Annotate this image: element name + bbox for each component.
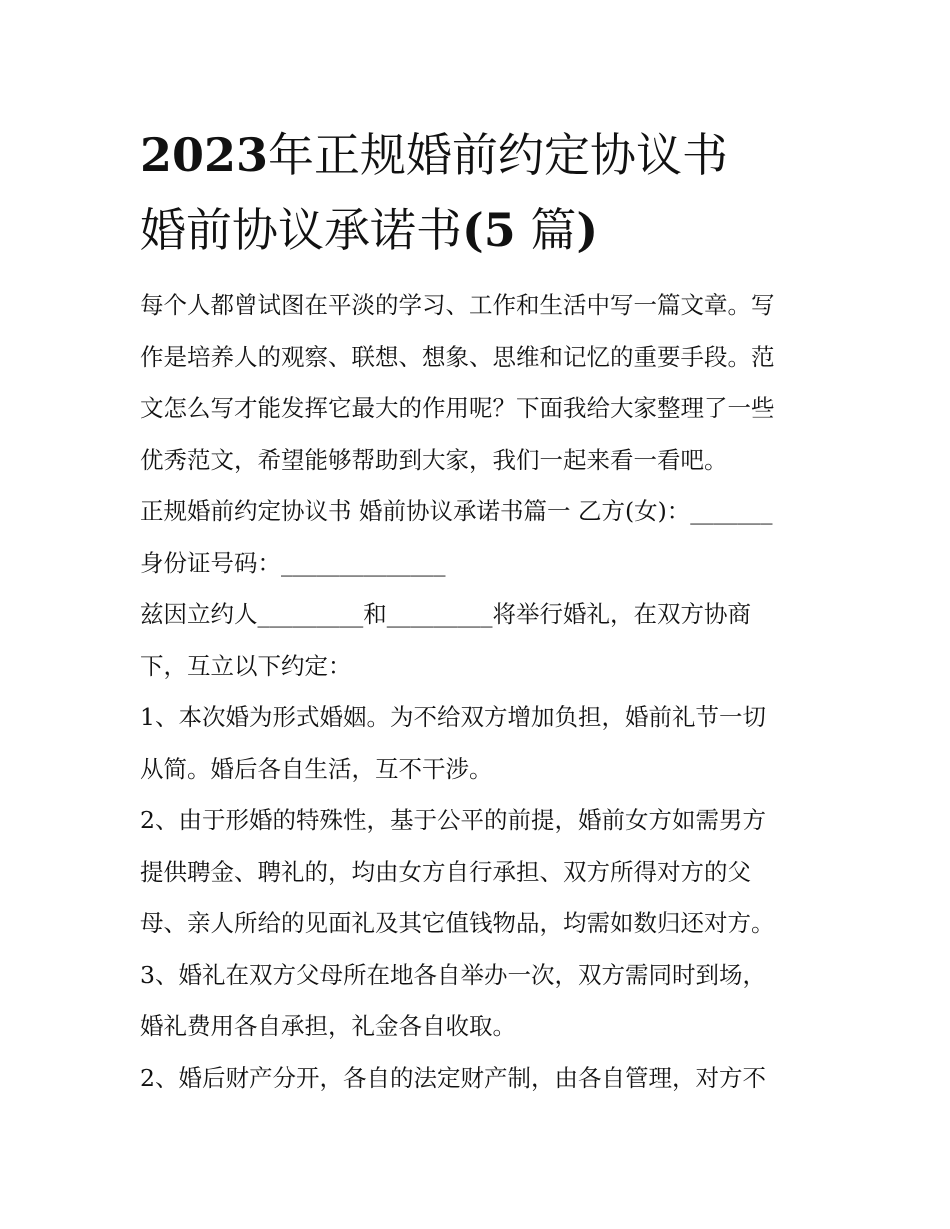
body-line: 身份证号码：______________ [140, 548, 446, 577]
body-line: 正规婚前约定协议书 婚前协议承诺书篇一 乙方(女)：_______ [140, 497, 773, 525]
title-year: 2023 [140, 128, 269, 182]
body-line: 作是培养人的观察、联想、想象、思维和记忆的重要手段。范 [140, 342, 775, 371]
body-line: 2、由于形婚的特殊性，基于公平的前提，婚前女方如需男方 [140, 806, 766, 834]
title-line-2-text: 婚前协议承诺书 [140, 202, 462, 257]
body-line: 文怎么写才能发挥它最大的作用呢？下面我给大家整理了一些 [140, 394, 775, 422]
title-line-1-text: 年正规婚前约定协议书 [268, 128, 729, 182]
body-line: 3、婚礼在双方父母所在地各自举办一次，双方需同时到场， [140, 960, 766, 989]
body-line: 提供聘金、聘礼的，均由女方自行承担、双方所得对方的父 [140, 857, 751, 886]
title-count-open: (5 [462, 202, 516, 257]
body-line: 每个人都曾试图在平淡的学习、工作和生活中写一篇文章。写 [140, 291, 775, 319]
body-line: 1、本次婚为形式婚姻。为不给双方增加负担，婚前礼节一切 [140, 703, 766, 731]
body-line: 优秀范文，希望能够帮助到大家，我们一起来看一看吧。 [140, 445, 728, 474]
title-count-close: ) [576, 202, 599, 257]
body-line: 母、亲人所给的见面礼及其它值钱物品，均需如数归还对方。 [140, 909, 775, 937]
body-line: 2、婚后财产分开，各自的法定财产制，由各自管理，对方不 [140, 1063, 766, 1092]
body-line: 兹因立约人_________和_________将举行婚礼，在双方协商 [140, 600, 751, 628]
body-line: 婚礼费用各自承担，礼金各自收取。 [140, 1012, 516, 1040]
title-count-unit: 篇 [515, 202, 577, 257]
title-line-1 [140, 118, 840, 193]
document-title [140, 118, 840, 267]
body-line: 下，互立以下约定： [140, 651, 352, 680]
body-line: 从简。婚后各自生活，互不干涉。 [140, 754, 493, 783]
document-body [140, 280, 820, 1104]
title-line-2 [140, 193, 840, 268]
